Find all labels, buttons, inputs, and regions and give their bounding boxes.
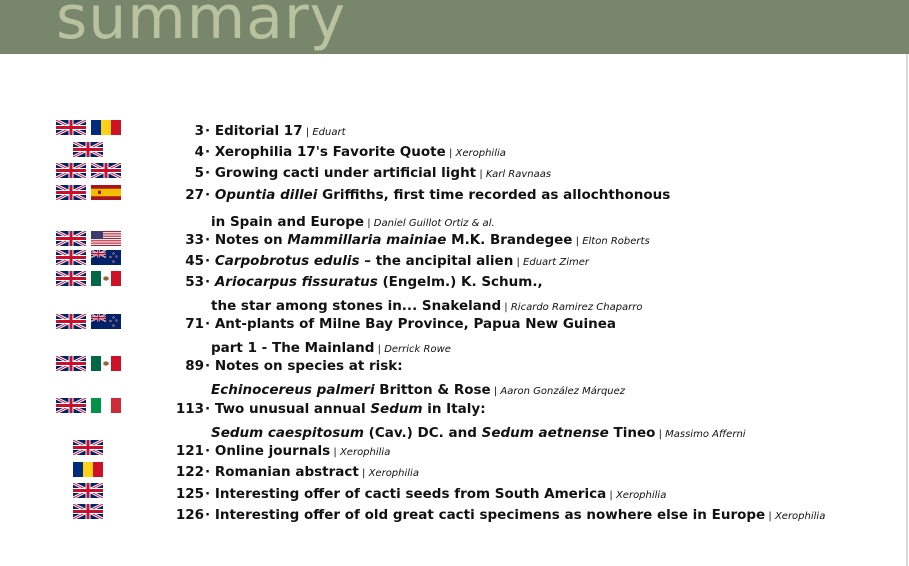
title-part: (Engelm.) K. Schum., (377, 274, 543, 290)
separator-dot: · (205, 232, 215, 248)
title-part: Sedum caespitosum (211, 425, 364, 441)
title-part: in Italy: (422, 401, 486, 417)
author-name: Massimo Afferni (665, 429, 746, 440)
author: | Xerophilia (330, 447, 391, 458)
title-part: Editorial 17 (214, 123, 303, 139)
uk-flag-icon (73, 504, 103, 519)
spain-flag-icon (91, 185, 121, 200)
author-name: Xerophilia (368, 468, 419, 479)
title-part: Mammillaria mainiae (287, 232, 447, 248)
title-part: Ant-plants of Milne Bay Province, Papua New Guinea (214, 316, 617, 332)
page-title: summary (56, 0, 347, 53)
title-part: Carpobrotus edulis (214, 253, 360, 269)
separator-dot: · (205, 253, 215, 269)
title-part: Xerophilia 17's Favorite Quote (214, 144, 446, 160)
title-part: Sedum aetnense (481, 425, 609, 441)
mexico-flag-icon (91, 356, 121, 371)
toc-entry (205, 398, 486, 420)
uk-flag-icon (56, 398, 86, 413)
title-part: Sedum (370, 401, 423, 417)
separator-dot: · (205, 187, 215, 203)
author-name: Xerophilia (339, 447, 391, 458)
toc-entry (205, 461, 419, 485)
uk-flag-icon (73, 440, 103, 455)
title-part: Notes on species at risk: (214, 358, 403, 374)
uk-flag-icon (56, 314, 86, 329)
separator-dot: · (205, 358, 215, 374)
title-part: Griffiths, first time recorded as allochthonous (317, 187, 671, 203)
author-name: Eduart Zimer (523, 257, 590, 268)
author: | Xerophilia (445, 148, 506, 159)
mexico-flag-icon (91, 271, 121, 286)
separator-dot: · (205, 507, 215, 523)
toc-entry (205, 184, 670, 206)
toc-entry (205, 504, 825, 528)
uk-flag-icon (56, 231, 86, 246)
author-name: Eduart (312, 127, 346, 138)
uk-flag-icon (56, 163, 86, 178)
page-number: 53 (185, 274, 204, 290)
separator-dot: · (205, 316, 215, 332)
author-name: Xerophilia (455, 148, 506, 159)
page-number: 3 (194, 123, 204, 139)
title-part: the star among stones in... Snakeland (211, 298, 502, 314)
author: | Eduart Zimer (513, 257, 590, 268)
page-number: 71 (185, 316, 204, 332)
title-part: Ariocarpus fissuratus (214, 274, 378, 290)
separator-dot: · (205, 401, 215, 417)
new-zealand-flag-icon (91, 314, 121, 329)
author-name: Elton Roberts (582, 236, 650, 247)
title-part: Interesting offer of old great cacti specimens as nowhere else in Europe (214, 507, 766, 523)
toc-entry (205, 355, 403, 377)
romania-flag-icon (91, 120, 121, 135)
title-part: Romanian abstract (214, 464, 359, 480)
author-name: Ricardo Ramirez Chaparro (510, 302, 643, 313)
title-part: Britton & Rose (374, 382, 491, 398)
page-number: 45 (185, 253, 204, 269)
uk-flag-icon (73, 142, 103, 157)
separator-dot: · (205, 274, 215, 290)
title-part: (Cav.) DC. and (363, 425, 482, 441)
page-number: 121 (175, 443, 204, 459)
author: | Derrick Rowe (374, 344, 451, 355)
title-part: Opuntia dillei (214, 187, 318, 203)
author: | Xerophilia (358, 468, 419, 479)
author-name: Derrick Rowe (384, 344, 451, 355)
new-zealand-flag-icon (91, 250, 121, 265)
title-part: – the ancipital alien (359, 253, 514, 269)
header-bar (0, 0, 909, 54)
title-part: Echinocereus palmeri (211, 382, 375, 398)
uk-flag-icon (56, 250, 86, 265)
title-part: Online journals (214, 443, 331, 459)
author: | Daniel Guillot Ortiz & al. (364, 218, 495, 229)
page-number: 27 (185, 187, 204, 203)
page-number: 113 (175, 401, 204, 417)
page-number: 89 (185, 358, 204, 374)
author: | Eduart (302, 127, 346, 138)
author: | Xerophilia (606, 490, 667, 501)
author: | Ricardo Ramirez Chaparro (501, 302, 643, 313)
toc-entry (205, 162, 551, 186)
separator-dot: · (205, 443, 215, 459)
page-number: 125 (175, 486, 204, 502)
uk-flag-icon (56, 356, 86, 371)
title-part: in Spain and Europe (211, 214, 365, 230)
author: | Elton Roberts (572, 236, 650, 247)
toc-entry (205, 271, 543, 293)
title-part: Interesting offer of cacti seeds from South America (214, 486, 607, 502)
uk-flag-icon (56, 120, 86, 135)
author: | Xerophilia (765, 511, 826, 522)
page-number: 33 (185, 232, 204, 248)
author: | Karl Ravnaas (476, 169, 552, 180)
author-name: Daniel Guillot Ortiz & al. (373, 218, 495, 229)
title-part: Tineo (608, 425, 656, 441)
romania-flag-icon (73, 462, 103, 477)
author-name: Xerophilia (774, 511, 826, 522)
page-number: 5 (194, 165, 204, 181)
uk-flag-icon (91, 163, 121, 178)
separator-dot: · (205, 165, 215, 181)
page-number: 126 (175, 507, 204, 523)
separator-dot: · (205, 464, 215, 480)
separator-dot: · (205, 144, 215, 160)
title-part: M.K. Brandegee (446, 232, 573, 248)
author: | Massimo Afferni (655, 429, 746, 440)
page-number: 122 (175, 464, 204, 480)
toc-entry (205, 313, 616, 335)
author-name: Karl Ravnaas (485, 169, 552, 180)
author: | Aaron González Márquez (490, 386, 626, 397)
page-number: 4 (194, 144, 204, 160)
usa-flag-icon (91, 231, 121, 246)
separator-dot: · (205, 123, 215, 139)
separator-dot: · (205, 486, 215, 502)
author-name: Aaron González Márquez (500, 386, 626, 397)
title-part: Notes on (214, 232, 288, 248)
title-part: Two unusual annual (214, 401, 371, 417)
author-name: Xerophilia (615, 490, 667, 501)
title-part: part 1 - The Mainland (211, 340, 375, 356)
title-part: Growing cacti under artificial light (214, 165, 477, 181)
uk-flag-icon (56, 271, 86, 286)
uk-flag-icon (56, 185, 86, 200)
italy-flag-icon (91, 398, 121, 413)
page-edge-divider (906, 54, 908, 566)
uk-flag-icon (73, 483, 103, 498)
